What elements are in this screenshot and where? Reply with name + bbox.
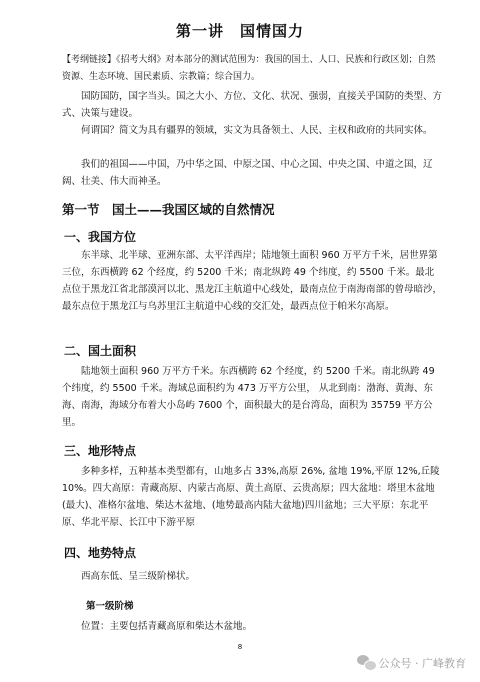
page-number: 8 bbox=[237, 643, 243, 651]
intro-paragraph-3: 我们的祖国——中国，乃中华之国、中原之国、中心之国、中央之国、中道之国，辽阔、壮美、伟大而神圣。 bbox=[62, 159, 433, 187]
paragraph-relief: 西高东低、呈三级阶梯状。 bbox=[81, 571, 196, 582]
paragraph-location: 东半球、北半球、亚洲东部、太平洋西岸；陆地领土面积 960 万平方千米，居世界第三位，东西横跨 62 个经度，约 5200 千米；南北纵跨 49 个纬度，约 5500 千米。最北点位于黑龙江省北部漠河以北、黑龙江主航道中心线处，最南点位于南海南部的曾母暗沙，最东点位于黑龙江与乌苏里江主航道中心线的交汇处，最西点位于帕米尔高原。 bbox=[62, 250, 443, 312]
intro-paragraph-2: 何谓国？简文为具有疆界的领域，实文为具备领土、人民、主权和政府的共同实体。 bbox=[81, 125, 433, 136]
paragraph-area: 陆地领土面积 960 万平方千米。东西横跨 62 个经度，约 5200 千米。南北纵跨 49 个纬度，约 5500 千米。海域总面积约为 473 万平方公里， 从北到南：渤海、黄海、东海、南海，海域分布着大小岛屿 7600 个，面积最大的是台湾岛，面积为 35759 平方公里。 bbox=[62, 366, 435, 428]
heading-area: 二、国土面积 bbox=[64, 344, 137, 358]
heading-step1: 第一级阶梯 bbox=[86, 601, 134, 612]
heading-terrain: 三、地形特点 bbox=[64, 444, 137, 458]
watermark-text: 公众号 · 广峰教育 bbox=[378, 657, 466, 670]
intro-paragraph-1: 国防国防，国字当头。国之大小、方位、文化、状况、强弱，直接关乎国防的类型、方式、决策与建设。 bbox=[62, 91, 443, 119]
heading-relief: 四、地势特点 bbox=[64, 546, 137, 560]
page-title: 第一讲 国情国力 bbox=[175, 22, 304, 40]
paragraph-step1: 位置：主要包括青藏高原和柴达木盆地。 bbox=[81, 621, 253, 632]
section-heading: 第一节 国土——我国区域的自然情况 bbox=[62, 202, 275, 217]
heading-location: 一、我国方位 bbox=[64, 230, 137, 244]
exam-link-paragraph: 【考纲链接】《招考大纲》对本部分的测试范围为：我国的国土、人口、民族和行政区划；自然资源、生态环境、国民素质、宗教篇；综合国力。 bbox=[62, 55, 436, 82]
watermark bbox=[357, 655, 467, 671]
wechat-icon bbox=[357, 655, 375, 671]
paragraph-terrain: 多种多样，五种基本类型都有，山地多占 33%,高原 26%, 盆地 19%,平原 12%,丘陵 10%。四大高原：青藏高原、内蒙古高原、黄土高原、云贵高原；四大盆地：塔里木盆地(最大)、准格尔盆地、柴达木盆地、(地势最高内陆大盆地)四川盆地；三大平原：东北平原、华北平原、长江中下游平原 bbox=[62, 466, 440, 528]
